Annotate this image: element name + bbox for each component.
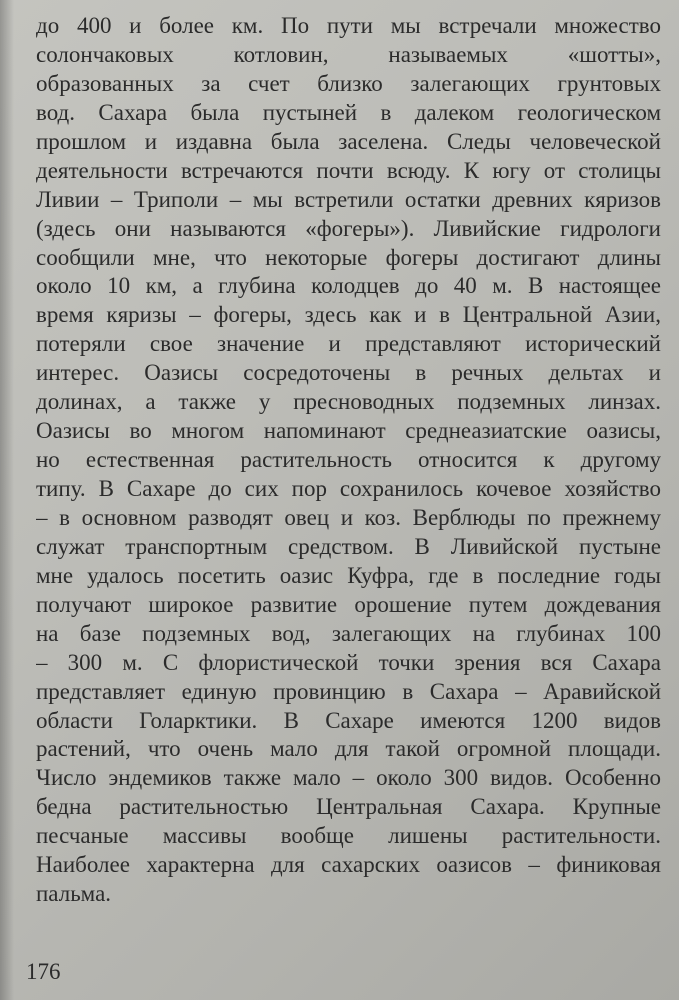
text-line: служат транспортным средством. В Ливийской пустыне (36, 533, 661, 559)
text-line: – 300 м. С флористической точки зрения вся Сахара (36, 649, 661, 675)
text-line: области Голарктики. В Сахаре имеются 1200 видов (36, 707, 661, 733)
text-line: интерес. Оазисы сосредоточены в речных дельтах и (36, 360, 661, 386)
text-line: время кяризы – фогеры, здесь как и в Центральной Азии, (36, 302, 661, 328)
text-line: на базе подземных вод, залегающих на глубинах 100 (36, 620, 661, 646)
text-line: получают широкое развитие орошение путем дождевания (36, 591, 661, 617)
text-line: песчаные массивы вообще лишены растительности. (36, 823, 661, 849)
text-line: прошлом и издавна была заселена. Следы человеческой (36, 128, 661, 154)
page-number: 176 (26, 959, 61, 984)
body-text (36, 12, 661, 909)
text-line: растений, что очень мало для такой огромной площади. (36, 736, 661, 762)
text-line: долинах, а также у пресноводных подземных линзах. (36, 389, 661, 415)
text-line: потеряли свое значение и представляют исторический (36, 331, 661, 357)
text-line: – в основном разводят овец и коз. Верблюды по прежнему (36, 504, 661, 530)
text-line: Ливии – Триполи – мы встретили остатки древних кяризов (36, 186, 661, 212)
text-line: солончаковых котловин, называемых «шотты», (36, 41, 661, 67)
text-line: но естественная растительность относится к другому (36, 447, 661, 473)
text-line: до 400 и более км. По пути мы встречали множество (36, 13, 661, 38)
text-line: вод. Сахара была пустыней в далеком геологическом (36, 99, 661, 125)
text-line: представляет единую провинцию в Сахара – Аравийской (36, 678, 661, 704)
text-line: образованных за счет близко залегающих грунтовых (36, 70, 661, 96)
text-line: мне удалось посетить оазис Куфра, где в последние годы (36, 562, 661, 588)
text-line: Число эндемиков также мало – около 300 видов. Особенно (36, 765, 661, 791)
text-line: типу. В Сахаре до сих пор сохранилось кочевое хозяйство (36, 476, 661, 501)
text-line: бедна растительностью Центральная Сахара. Крупные (36, 794, 661, 820)
text-line: деятельности встречаются почти всюду. К югу от столицы (36, 157, 661, 183)
text-line: Наиболее характерна для сахарских оазисов – финиковая (36, 852, 661, 878)
text-line: пальма. (36, 881, 112, 907)
text-line: около 10 км, а глубина колодцев до 40 м. В настоящее (36, 273, 661, 299)
text-line: сообщили мне, что некоторые фогеры достигают длины (36, 244, 661, 270)
text-line: (здесь они называются «фогеры»). Ливийские гидрологи (36, 215, 661, 241)
text-line: Оазисы во многом напоминают среднеазиатские оазисы, (36, 418, 661, 444)
